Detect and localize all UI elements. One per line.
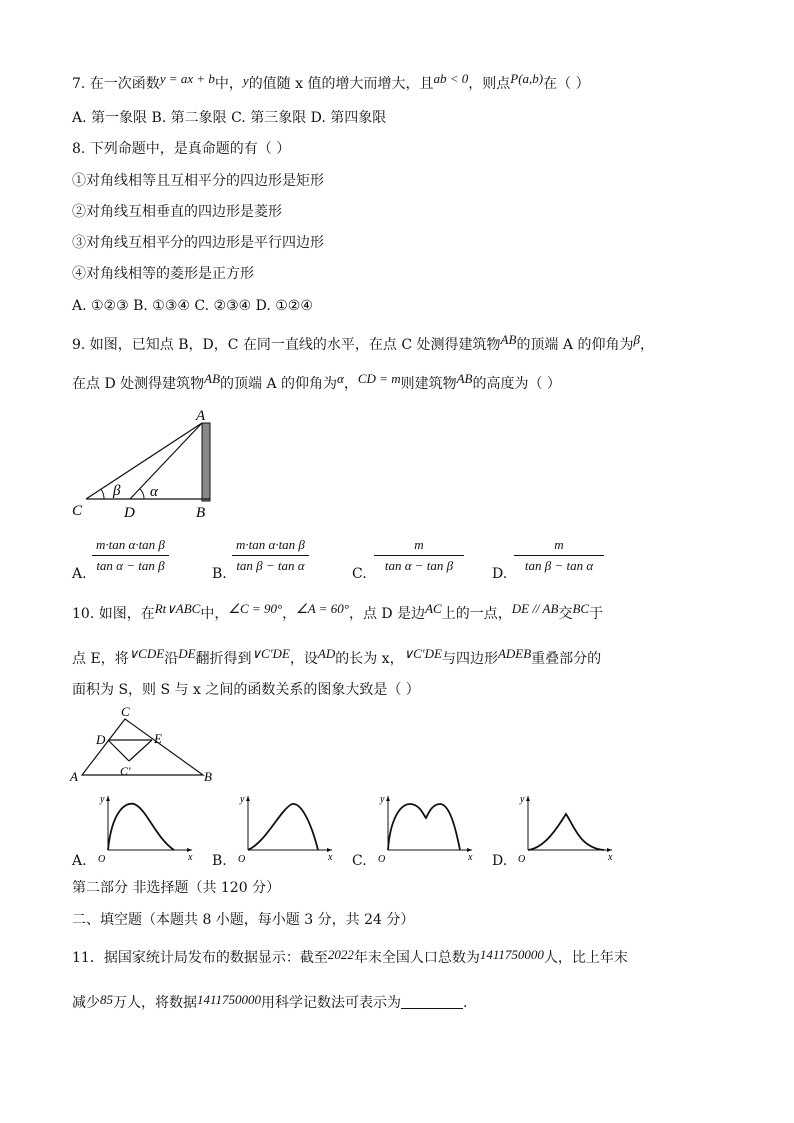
q9-ab-2: AB xyxy=(204,371,221,386)
q10-option-a-label: A. xyxy=(72,853,87,869)
q11-line-1 xyxy=(72,948,628,968)
q9-option-c-label: C. xyxy=(352,566,367,582)
q11-line-2 xyxy=(72,993,468,1013)
origin-label: O xyxy=(238,854,246,865)
q9-line-2 xyxy=(72,371,561,394)
q9-figure xyxy=(64,405,234,525)
q10-text-1a: 10. 如图，在 xyxy=(72,606,155,622)
segment-dcprime xyxy=(108,740,129,761)
q9-beta: β xyxy=(633,332,640,347)
label-c: C xyxy=(121,704,130,719)
q7-text-4: 在（ ） xyxy=(543,76,590,92)
q11-text-1c: 人，比上年末 xyxy=(543,950,628,966)
line-da xyxy=(130,423,202,499)
q10-graph-c xyxy=(370,790,480,865)
label-d: D xyxy=(96,732,106,747)
x-label: x xyxy=(608,852,613,863)
point-c-label: C xyxy=(72,503,83,519)
q9-ab-3: AB xyxy=(456,371,473,386)
label-b: B xyxy=(204,769,212,784)
q10-angle-c: ∠C = 90° xyxy=(228,601,283,616)
curve xyxy=(248,804,318,850)
q10-option-d-label: D. xyxy=(492,853,508,869)
q7-text-2: 的值随 x 值的增大而增大，且 xyxy=(248,76,434,92)
point-b-label: B xyxy=(196,505,206,521)
q10-line-2 xyxy=(72,646,602,669)
q9-text-2c: ， xyxy=(343,376,358,392)
q9-ab-1: AB xyxy=(500,332,517,347)
x-label: x xyxy=(328,852,333,863)
q9-option-d-num: m xyxy=(554,537,564,552)
q9-option-b-den: tan β − tan α xyxy=(232,555,309,574)
label-a: A xyxy=(70,769,78,784)
y-arrow xyxy=(246,796,250,801)
q9-option-a-den: tan α − tan β xyxy=(92,555,169,574)
q10-graph-a xyxy=(90,790,200,865)
segment-ecprime xyxy=(129,740,152,761)
part-two-heading: 第二部分 非选择题（共 120 分） xyxy=(72,880,281,896)
q10-line-3: 面积为 S，则 S 与 x 之间的函数关系的图象大致是（ ） xyxy=(72,682,420,698)
section-two-heading: 二、填空题（本题共 8 小题，每小题 3 分，共 24 分） xyxy=(72,912,415,928)
q10-graph-d xyxy=(510,790,620,865)
q9-option-c-fraction xyxy=(374,537,464,574)
q8-statement-3: ③对角线互相平分的四边形是平行四边形 xyxy=(72,235,324,251)
q10-text-1d: ，点 D 是边 xyxy=(348,606,426,622)
q10-graph-b xyxy=(230,790,340,865)
point-d-label: D xyxy=(124,505,135,521)
q9-option-a-num: m·tan α·tan β xyxy=(96,537,165,552)
q7-lead: 7. 在一次函数 xyxy=(72,76,160,92)
y-label: y xyxy=(520,794,525,805)
q10-quad-adeb: ADEB xyxy=(497,646,532,661)
origin-label: O xyxy=(98,854,106,865)
q10-option-b-label: B. xyxy=(212,853,227,869)
y-arrow xyxy=(106,796,110,801)
q11-answer-blank[interactable] xyxy=(401,994,463,1009)
origin-label: O xyxy=(518,854,526,865)
q10-triangle-cde: ∨CDE xyxy=(128,646,165,661)
q11-text-1a: 11．据国家统计局发布的数据显示：截至 xyxy=(72,950,328,966)
q7-text-3: ，则点 xyxy=(468,76,511,92)
q10-triangle-cpde: ∨C′DE xyxy=(251,646,290,661)
q10-text-1g: 于 xyxy=(589,606,604,622)
alpha-label: α xyxy=(150,484,158,500)
label-e: E xyxy=(154,731,162,746)
q8-stem: 8. 下列命题中，是真命题的有（ ） xyxy=(72,141,291,157)
q11-decrease: 85 xyxy=(100,992,113,1007)
q10-angle-a: ∠A = 60° xyxy=(296,601,349,616)
q9-option-c-num: m xyxy=(414,537,424,552)
q10-text-1b: 中， xyxy=(200,606,229,622)
q9-text-1a: 9. 如图，已知点 B，D，C 在同一直线的水平，在点 C 处测得建筑物 xyxy=(72,337,501,353)
q10-ac: AC xyxy=(425,601,442,616)
q7-expr-ab: ab < 0 xyxy=(433,71,469,86)
q10-de: DE xyxy=(178,646,196,661)
label-cprime: C′ xyxy=(120,764,131,778)
q11-population: 1411750000 xyxy=(479,947,544,962)
q10-text-2f: 与四边形 xyxy=(441,651,498,667)
building-ab xyxy=(202,423,210,501)
origin-label: O xyxy=(378,854,386,865)
q10-bc: BC xyxy=(572,601,590,616)
q10-figure xyxy=(66,703,226,785)
q7-stem xyxy=(72,71,590,94)
q10-text-1f: 交 xyxy=(558,606,573,622)
q9-alpha: α xyxy=(337,371,344,386)
q7-var-y: y xyxy=(242,73,249,88)
q10-text-1e: 上的一点， xyxy=(441,606,512,622)
y-arrow xyxy=(386,796,390,801)
curve xyxy=(108,804,174,850)
triangle-abc xyxy=(82,719,203,775)
q11-text-2c: 用科学记数法可表示为 xyxy=(261,995,402,1011)
q8-statement-1: ①对角线相等且互相平分的四边形是矩形 xyxy=(72,173,324,189)
q9-line-1 xyxy=(72,332,654,355)
x-label: x xyxy=(188,852,193,863)
q8-statement-2: ②对角线互相垂直的四边形是菱形 xyxy=(72,204,282,220)
q7-text-1: 中， xyxy=(214,76,243,92)
y-label: y xyxy=(380,794,385,805)
q10-de-parallel-ab: DE // AB xyxy=(511,601,559,616)
y-label: y xyxy=(240,794,245,805)
y-label: y xyxy=(100,794,105,805)
q10-text-2c: 翻折得到 xyxy=(195,651,252,667)
q9-text-2b: 的顶端 A 的仰角为 xyxy=(220,376,338,392)
y-arrow xyxy=(526,796,530,801)
q9-text-2e: 的高度为（ ） xyxy=(472,376,561,392)
q9-option-b-num: m·tan α·tan β xyxy=(236,537,305,552)
q7-expr-function: y = ax + b xyxy=(159,71,215,86)
q11-population-2: 1411750000 xyxy=(197,992,262,1007)
q10-text-2e: 的长为 x， xyxy=(335,651,404,667)
q10-triangle: Rt∨ABC xyxy=(154,601,201,616)
q9-option-d-label: D. xyxy=(492,566,508,582)
point-a-label: A xyxy=(196,408,206,424)
q11-text-2a: 减少 xyxy=(72,995,100,1011)
angle-beta-arc xyxy=(101,489,104,499)
q10-option-c-label: C. xyxy=(352,853,367,869)
x-label: x xyxy=(468,852,473,863)
q10-text-2g: 重叠部分的 xyxy=(531,651,602,667)
q10-text-1c: ， xyxy=(282,606,297,622)
line-ca xyxy=(86,423,202,499)
q11-period: . xyxy=(463,995,468,1011)
angle-alpha-arc xyxy=(140,489,144,499)
q9-text-1b: 的顶端 A 的仰角为 xyxy=(516,337,634,353)
q9-cd-m: CD = m xyxy=(357,371,401,386)
q9-text-2d: 则建筑物 xyxy=(400,376,457,392)
q10-line-1 xyxy=(72,601,604,624)
q10-text-2a: 点 E，将 xyxy=(72,651,129,667)
q9-option-a-label: A. xyxy=(72,566,87,582)
q10-ad: AD xyxy=(317,646,336,661)
q8-statement-4: ④对角线相等的菱形是正方形 xyxy=(72,266,254,282)
beta-label: β xyxy=(113,483,121,499)
q7-options: A. 第一象限 B. 第二象限 C. 第三象限 D. 第四象限 xyxy=(72,110,387,126)
q9-option-d-fraction xyxy=(514,537,604,574)
q9-option-a-fraction xyxy=(92,537,169,574)
curve xyxy=(528,814,604,850)
q9-option-d-den: tan β − tan α xyxy=(514,555,604,574)
q10-text-2b: 沿 xyxy=(164,651,179,667)
q9-comma: ， xyxy=(639,337,654,353)
q9-option-b-label: B. xyxy=(212,566,227,582)
q9-option-c-den: tan α − tan β xyxy=(374,555,464,574)
q11-year: 2022 xyxy=(327,947,354,962)
curve xyxy=(388,804,460,850)
q11-text-2b: 万人，将数据 xyxy=(113,995,197,1011)
q9-text-2a: 在点 D 处测得建筑物 xyxy=(72,376,205,392)
q8-options: A. ①②③ B. ①③④ C. ②③④ D. ①②④ xyxy=(72,298,313,314)
q10-text-2d: ，设 xyxy=(289,651,318,667)
q9-option-b-fraction xyxy=(232,537,309,574)
q7-expr-point: P(a,b) xyxy=(510,71,544,86)
q11-text-1b: 年末全国人口总数为 xyxy=(353,950,480,966)
q10-triangle-cpde-2: ∨C′DE xyxy=(403,646,442,661)
